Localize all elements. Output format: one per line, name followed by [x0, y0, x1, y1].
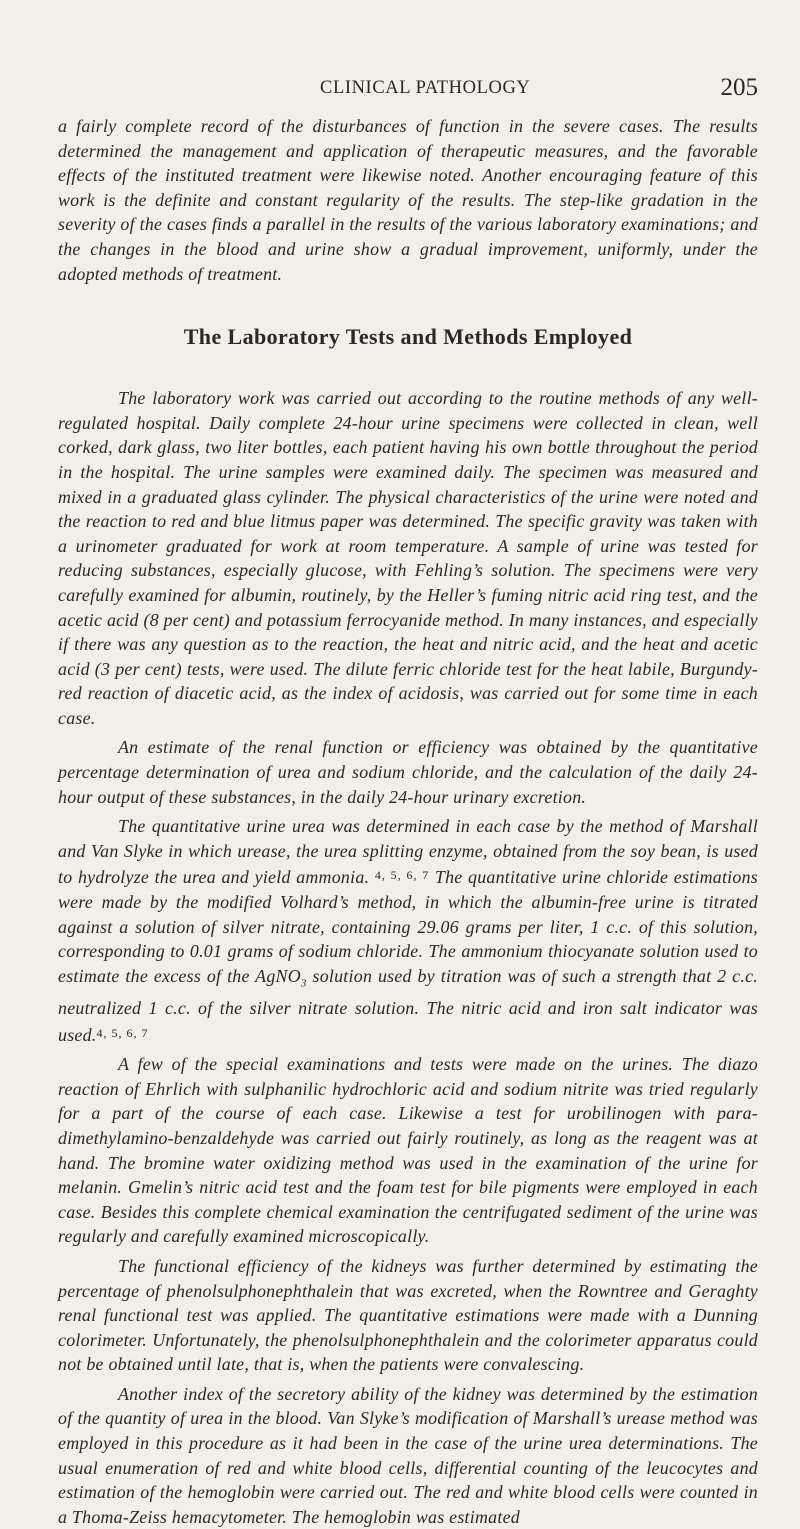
paragraph-renal-function: An estimate of the renal function or efficiency was obtained by the quantitative percentage determination of urea and sodium chloride, and the calculation of the daily 24-hour output of these substances, in the daily 24-hour urinary excretion. [58, 737, 758, 807]
section-heading: The Laboratory Tests and Methods Employed [183, 324, 633, 350]
thiocyanate-text: solution used by titration was of such a strength that 2 c.c. neutralized 1 c.c. of the silver nitrate solution. The nitric acid and iron salt indicator was used. [58, 965, 758, 1045]
running-head [58, 74, 758, 104]
page-number: 205 [720, 74, 758, 101]
subscript-three: 3 [300, 977, 307, 990]
paragraph-functional-efficiency: The functional efficiency of the kidneys was further determined by estimating the percentage of phenolsulphonephthalein that was excreted, when the Rowntree and Geraghty renal functional test was applied. The quantitative estimations were made with a Dunning colorimeter. Unfortunately, the phenolsulphonephthalein and the colorimeter apparatus could not be obtained until late, that is, when the patients were convalescing. [58, 1255, 758, 1375]
reference-markers-2: 4, 5, 6, 7 [96, 1025, 149, 1040]
paragraph-urea-chloride [58, 814, 758, 1047]
body-text [58, 114, 758, 1529]
running-title: CLINICAL PATHOLOGY [320, 78, 531, 98]
intro-paragraph: a fairly complete record of the disturbances of function in the severe cases. The results determined the management and application of therapeutic measures, and the favorable effects of the instituted treatment were likewise noted. Another encouraging feature of this work is the definite and constant regularity of the results. The step-like gradation in the severity of the cases finds a parallel in the results of the various laboratory examinations; and the changes in the blood and urine show a gradual improvement, uniformly, under the adopted methods of treatment. [58, 116, 758, 284]
paragraph-special-examinations: A few of the special examinations and tests were made on the urines. The diazo reaction of Ehrlich with sulphanilic hydrochloric acid and sodium nitrite was tried regularly for a part of the course of each case. Likewise a test for urobilinogen with para-dimethylamino-benzaldehyde was carried out fairly routinely, as long as the reagent was at hand. The bromine water oxidizing method was used in the examination of the urine for melanin. Gmelin’s nitric acid test and the foam test for bile pigments were employed in each case. Besides this complete chemical examination the centrifugated sediment of the urine was regularly and carefully examined microscopically. [58, 1054, 758, 1247]
paragraph-laboratory-work: The laboratory work was carried out according to the routine methods of any well-regulated hospital. Daily complete 24-hour urine specimens were collected in clean, well corked, dark glass, two liter bottles, each patient having his own bottle throughout the period in the hospital. The urine samples were examined daily. The specimen was measured and mixed in a graduated glass cylinder. The physical characteristics of the urine were noted and the reaction to red and blue litmus paper was determined. The specific gravity was taken with a urinometer graduated for work at room temperature. A sample of urine was tested for reducing substances, especially glucose, with Fehling’s solution. The specimens were very carefully examined for albumin, routinely, by the Heller’s fuming nitric acid ring test, and the acetic acid (8 per cent) and potassium ferrocyanide method. In many instances, and especially if there was any question as to the reaction, the heat and nitric acid, and the heat and acetic acid (3 per cent) tests, were used. The dilute ferric chloride test for the heat labile, Burgundy-red reaction of diacetic acid, as the index of acidosis, was carried out for some time in each case. [58, 388, 758, 728]
paragraph-blood-urea: Another index of the secretory ability of the kidney was determined by the estimation of the quantity of urea in the blood. Van Slyke’s modification of Marshall’s urease method was employed in this procedure as it had been in the case of the urine urea determinations. The usual enumeration of red and white blood cells, differential counting of the leucocytes and estimation of the hemoglobin were carried out. The red and white blood cells were counted in a Thoma-Zeiss hemacytometer. The hemoglobin was estimated [58, 1383, 758, 1527]
chloride-method-text: The quantitative urine chloride estimations were made by the modified Volhard’s method, in which the albumin-free urine is titrated against a solution of silver nitrate, containing 29.06 grams per liter, 1 c.c. of this solution, corresponding to 0.01 grams of sodium chloride. The ammonium thiocyanate solution used to estimate the excess of the AgNO [58, 867, 759, 986]
reference-markers: 4, 5, 6, 7 [374, 868, 430, 883]
urea-method-text: The quantitative urine urea was determined in each case by the method of Marshall and Van Slyke in which urease, the urea splitting enzyme, obtained from the soy bean, is used to hydrolyze the urea and yield ammonia. [58, 816, 758, 888]
